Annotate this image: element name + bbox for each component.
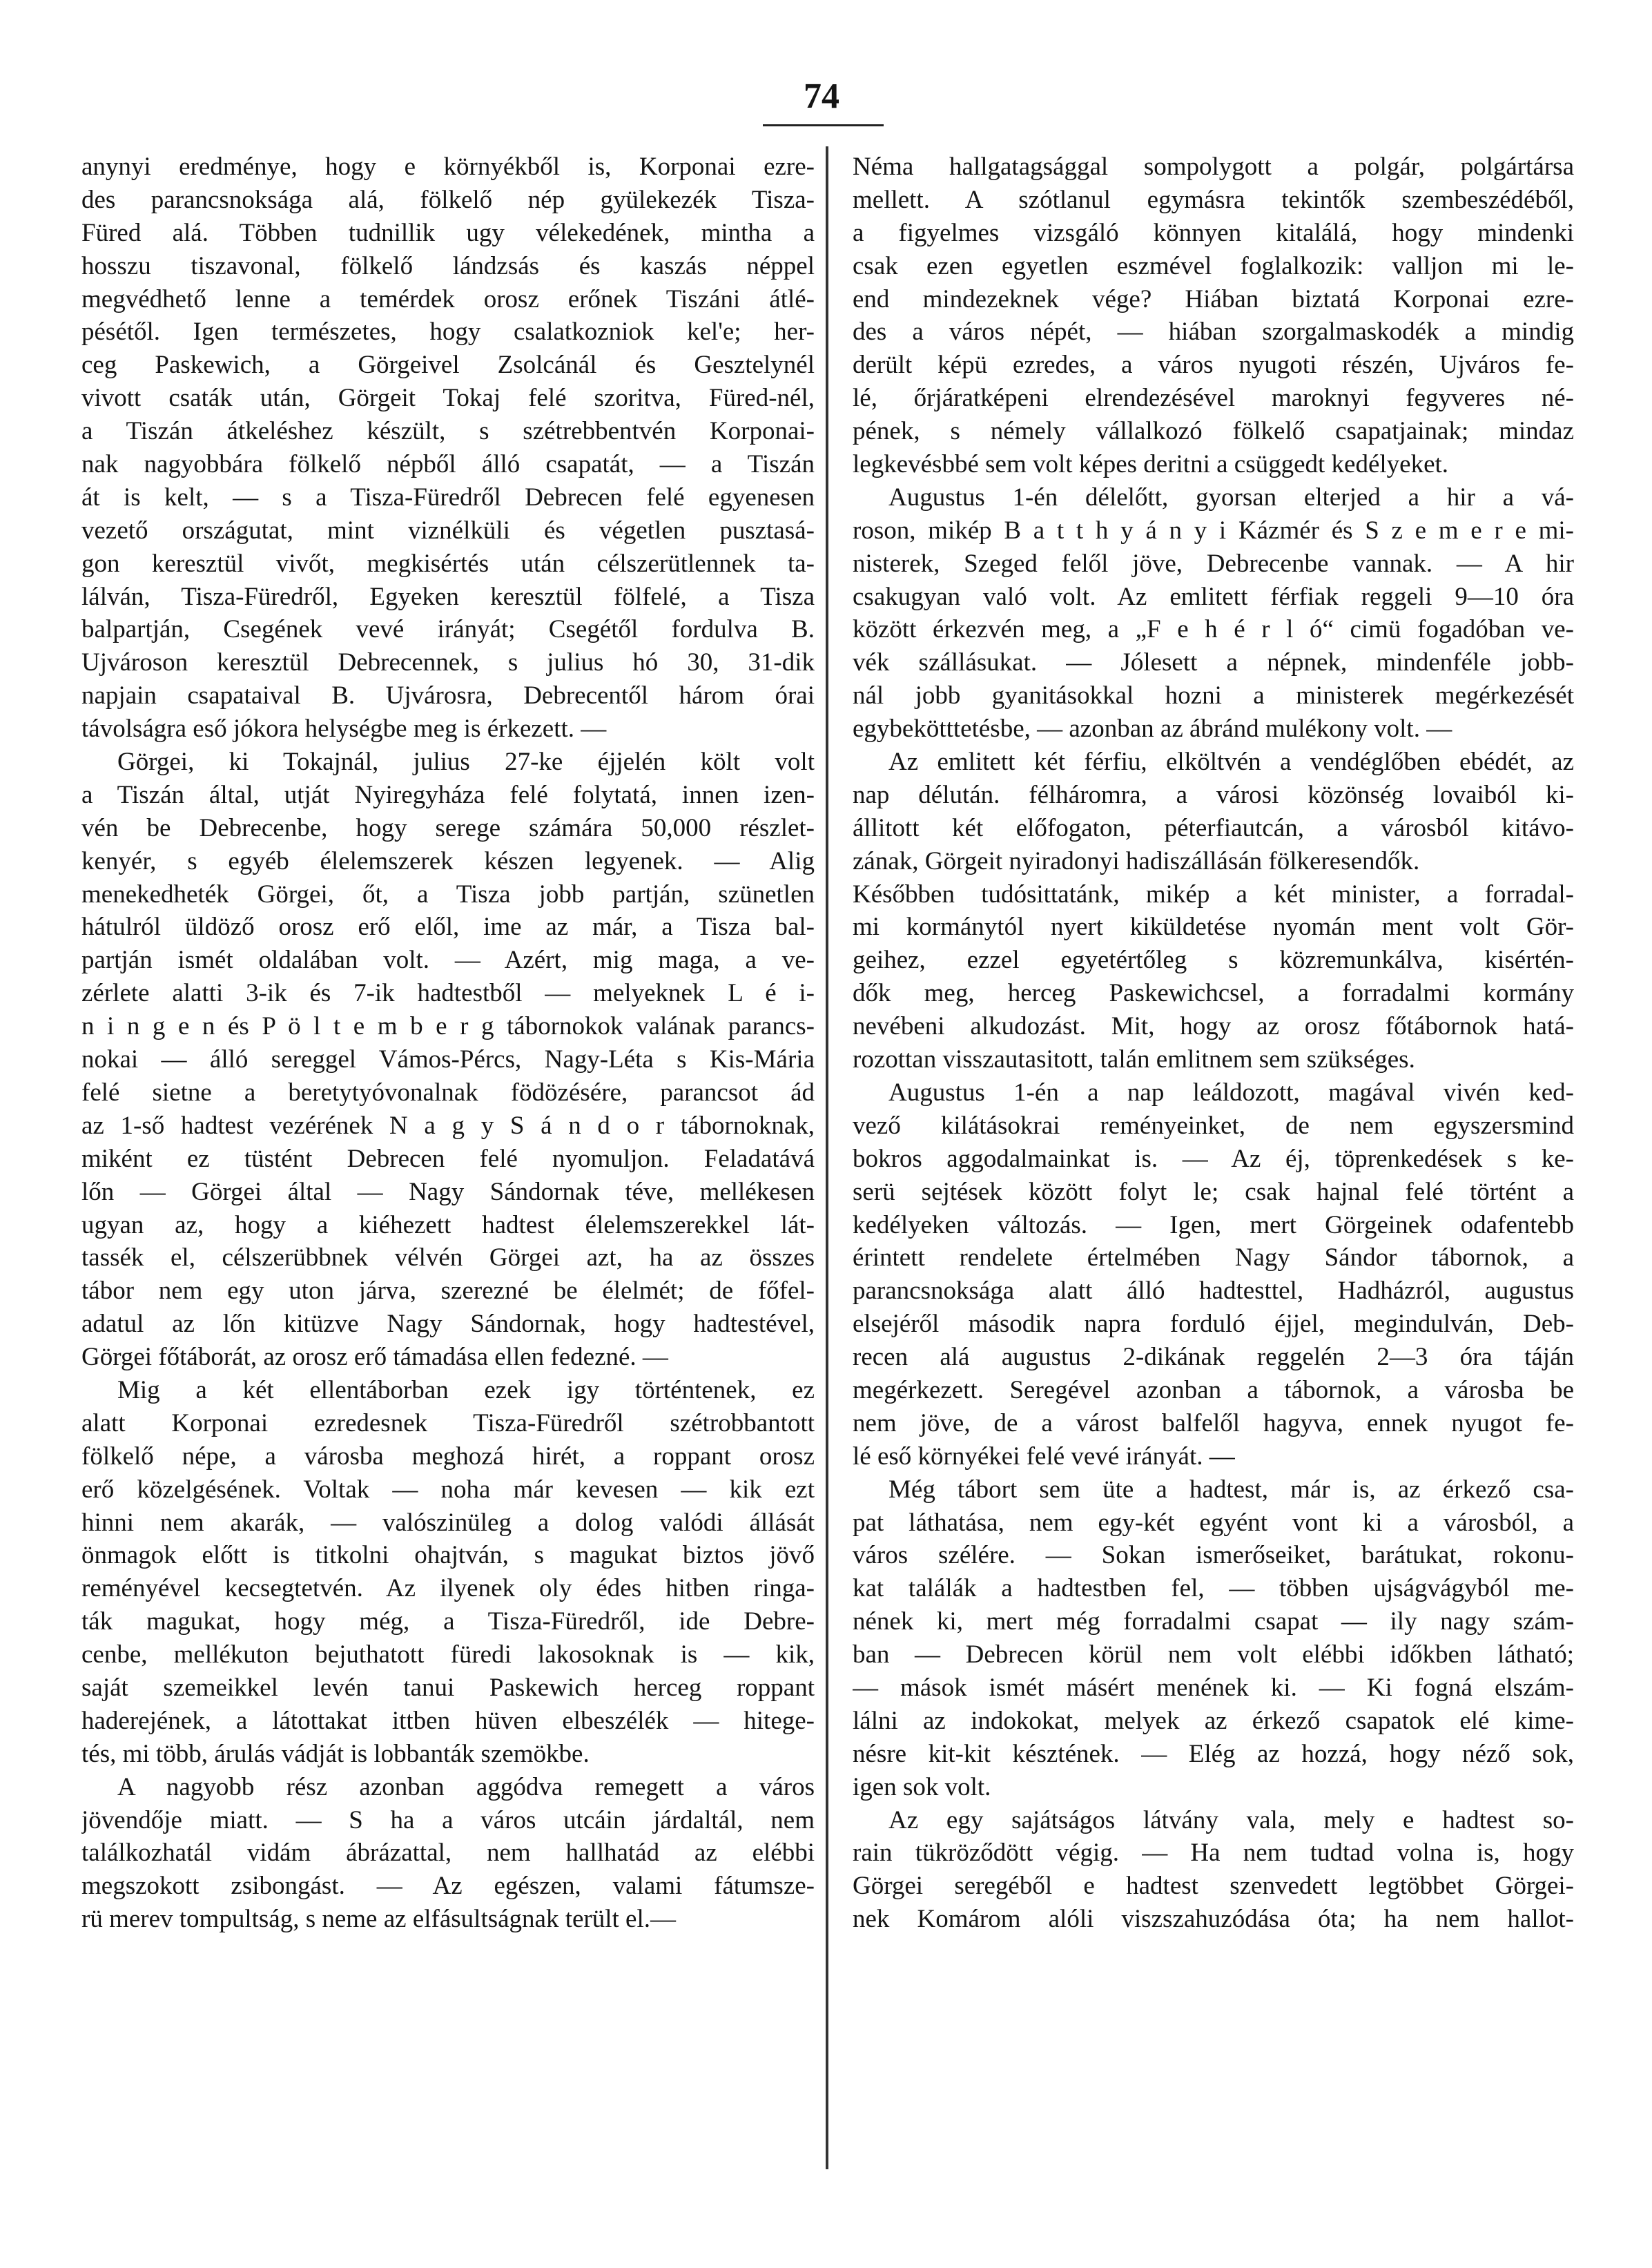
text-line: mi kormánytól nyert kiküldetése nyomán ment volt Gör- <box>853 913 1574 942</box>
text-line: tassék el, célszerübbnek vélvén Görgei azt, ha az összes <box>81 1243 815 1272</box>
text-line: megvédhető lenne a temérdek orosz erőnek Tiszáni átlé- <box>81 284 815 313</box>
text-line: napjain csapataival B. Ujvárosra, Debrecentől három órai <box>81 681 815 710</box>
text-line: serü sejtések között folyt le; csak hajnal felé történt a <box>853 1177 1574 1206</box>
text-line: saját szemeikkel levén tanui Paskewich herceg roppant <box>81 1673 815 1702</box>
text-line: Néma hallgatagsággal sompolygott a polgár, polgártársa <box>853 153 1574 181</box>
text-line: nevébeni alkudozást. Mit, hogy az orosz főtábornok hatá- <box>853 1012 1574 1041</box>
text-line: csakugyan való volt. Az emlitett férfiak reggeli 9—10 óra <box>853 582 1574 611</box>
text-line: a Tiszán által, utját Nyiregyháza felé folytatá, innen izen- <box>81 780 815 809</box>
text-line: hosszu tiszavonal, fölkelő lándzsás és kaszás néppel <box>81 251 815 280</box>
text-line: hátulról üldöző orosz erő elől, ime az már, a Tisza bal- <box>81 913 815 942</box>
text-line: megszokott zsibongást. — Az egészen, valami fátumsze- <box>81 1872 815 1901</box>
text-line: Görgei, ki Tokajnál, julius 27-ke éjjelén költ volt <box>117 748 815 777</box>
text-line: önmagok előtt is titkolni ohajtván, s magukat biztos jövő <box>81 1541 815 1570</box>
text-line: Későbben tudósittatánk, mikép a két minister, a forradal- <box>853 880 1574 909</box>
text-line: mellett. A szótlanul egymásra tekintők szembeszédéből, <box>853 185 1574 214</box>
text-line: des a város népét, — hiában szorgalmaskodék a mindig <box>853 318 1574 347</box>
text-line: nak nagyobbára fölkelő népből álló csapatát, — a Tiszán <box>81 450 815 479</box>
text-line: jövendője miatt. — S ha a város utcáin járdaltál, nem <box>81 1805 815 1834</box>
text-line: a Tiszán átkeléshez készült, s szétrebbentvén Korponai- <box>81 417 815 446</box>
text-line: des parancsnoksága alá, fölkelő nép gyülekezék Tisza- <box>81 185 815 214</box>
text-line: érintett rendelete értelmében Nagy Sándor tábornok, a <box>853 1243 1574 1272</box>
text-line: zának, Görgeit nyiradonyi hadiszállásán fölkeresendők. <box>853 846 1420 875</box>
text-line: adatul az lőn kitüzve Nagy Sándornak, hogy hadtestével, <box>81 1310 815 1339</box>
text-line: lálni az indokokat, melyek az érkező csapatok elé kime- <box>853 1706 1574 1735</box>
text-line: lé, őrjáratképeni elrendezésével maroknyi fegyveres né- <box>853 384 1574 413</box>
text-line: Görgei seregéből e hadtest szenvedett legtöbbet Görgei- <box>853 1872 1574 1901</box>
text-line: tés, mi több, árulás vádját is lobbanták szemökbe. <box>81 1739 590 1768</box>
text-line: a figyelmes vizsgáló könnyen kitalálá, hogy mindenki <box>853 218 1574 247</box>
text-line: között érkezvén meg, a „F e h é r l ó“ cimü fogadóban ve- <box>853 615 1574 644</box>
text-line: megérkezett. Seregével azonban a tábornok, a városba be <box>853 1375 1574 1404</box>
text-line: nésre kit-kit késztének. — Elég az hozzá, hogy néző sok, <box>853 1739 1574 1768</box>
text-line: vezető országutat, mint viznélküli és végetlen pusztasá- <box>81 516 815 545</box>
text-line: reményével kecsegtetvén. Az ilyenek oly édes hitben ringa- <box>81 1574 815 1603</box>
text-line: állitott két előfogaton, péterfiautcán, a városból kitávo- <box>853 813 1574 842</box>
text-line: tábor nem egy uton járva, szerezné be élelmét; de főfel- <box>81 1277 815 1306</box>
text-line: miként ez tüstént Debrecen felé nyomuljon. Feladatává <box>81 1144 815 1173</box>
text-line: A nagyobb rész azonban aggódva remegett a város <box>117 1772 815 1801</box>
text-line: legkevésbbé sem volt képes deritni a csüggedt kedélyeket. <box>853 450 1449 479</box>
text-line: ugyan az, hogy a kiéhezett hadtest élelemszerekkel lát- <box>81 1210 815 1239</box>
text-line: város szélére. — Sokan ismerőseiket, barátukat, rokonu- <box>853 1541 1574 1570</box>
text-line: roson, mikép B a t t h y á n y i Kázmér és S z e m e r e mi- <box>853 516 1574 545</box>
text-line: end mindezeknek vége? Hiában biztatá Korponai ezre- <box>853 284 1574 313</box>
text-line: Az emlitett két férfiu, elköltvén a vendéglőben ebédét, az <box>888 748 1574 777</box>
text-line: lé eső környékei felé vevé irányát. — <box>853 1442 1235 1471</box>
text-line: rozottan visszautasitott, talán emlitnem sem szükséges. <box>853 1045 1415 1074</box>
text-line: geihez, ezzel egyetértőleg s közremunkálva, kisértén- <box>853 946 1574 975</box>
page-number: 74 <box>804 77 839 116</box>
text-line: rain tükröződött végig. — Ha nem tudtad volna is, hogy <box>853 1839 1574 1868</box>
text-line: lálván, Tisza-Füredről, Egyeken keresztül fölfelé, a Tisza <box>81 582 815 611</box>
left-text-column <box>81 151 815 1936</box>
text-line: anynyi eredménye, hogy e környékből is, Korponai ezre- <box>81 153 815 181</box>
text-line: nál jobb gyanitásokkal hozni a ministerek megérkezését <box>853 681 1574 710</box>
text-line: zérlete alatti 3-ik és 7-ik hadtestből — melyeknek L é i- <box>81 979 815 1008</box>
text-line: Görgei főtáborát, az orosz erő támadása ellen fedezné. — <box>81 1343 668 1372</box>
text-line: át is kelt, — s a Tisza-Füredről Debrecen felé egyenesen <box>81 483 815 512</box>
text-line: Az egy sajátságos látvány vala, mely e hadtest so- <box>888 1805 1574 1834</box>
text-line: pésétől. Igen természetes, hogy csalatkozniok kel'e; her- <box>81 318 815 347</box>
text-line: derült képü ezredes, a város nyugoti részén, Ujváros fe- <box>853 351 1574 380</box>
text-line: lőn — Görgei által — Nagy Sándornak téve, mellékesen <box>81 1177 815 1206</box>
text-line: vék szállásukat. — Jólesett a népnek, mindenféle jobb- <box>853 648 1574 677</box>
right-text-column <box>853 151 1574 1936</box>
text-line: Mig a két ellentáborban ezek igy történtenek, ez <box>117 1375 815 1404</box>
text-line: nokai — álló sereggel Vámos-Pércs, Nagy-Léta s Kis-Mária <box>81 1045 815 1074</box>
column-divider <box>826 146 828 2169</box>
text-line: pat láthatása, nem egy-két egyént vont ki a városból, a <box>853 1508 1574 1537</box>
text-line: vivott csaták után, Görgeit Tokaj felé szoritva, Füred-nél, <box>81 384 815 413</box>
text-line: alatt Korponai ezredesnek Tisza-Füredről szétrobbantott <box>81 1408 815 1437</box>
text-line: balpartján, Csegének vevé irányát; Csegétől fordulva B. <box>81 615 815 644</box>
text-line: Augustus 1-én a nap leáldozott, magával vivén ked- <box>888 1078 1574 1107</box>
text-line: csak ezen egyetlen eszmével foglalkozik: valljon mi le- <box>853 251 1574 280</box>
text-line: ták magukat, hogy még, a Tisza-Füredről, ide Debre- <box>81 1607 815 1636</box>
text-line: vező kilátásokrai reményeinket, de nem egyszersmind <box>853 1111 1574 1140</box>
text-line: az 1-ső hadtest vezérének N a g y S á n d o r tábornoknak, <box>81 1111 815 1140</box>
text-line: nisterek, Szeged felől jöve, Debrecenbe vannak. — A hir <box>853 549 1574 578</box>
text-line: ban — Debrecen körül nem volt elébbi időkben látható; <box>853 1640 1574 1669</box>
text-line: nek Komárom alóli viszszahuzódása óta; ha nem hallot- <box>853 1905 1574 1934</box>
text-line: kedélyeken változás. — Igen, mert Görgeinek odafentebb <box>853 1210 1574 1239</box>
text-line: bokros aggodalmainkat is. — Az éj, töprenkedések s ke- <box>853 1144 1574 1173</box>
text-line: partján ismét oldalában volt. — Azért, mig maga, a ve- <box>81 946 815 975</box>
text-line: elsejéről második napra forduló éjjel, megindulván, Deb- <box>853 1310 1574 1339</box>
text-line: vén be Debrecenbe, hogy serege számára 50,000 részlet- <box>81 813 815 842</box>
text-line: dők meg, herceg Paskewichcsel, a forradalmi kormány <box>853 979 1574 1008</box>
text-line: kenyér, s egyéb élelemszerek készen legyenek. — Alig <box>81 846 815 875</box>
text-line: pének, s némely vállalkozó fölkelő csapatjainak; mindaz <box>853 417 1574 446</box>
text-line: Ujvároson keresztül Debrecennek, s julius hó 30, 31-dik <box>81 648 815 677</box>
text-line: rü merev tompultság, s neme az elfásultságnak terült el.— <box>81 1905 677 1934</box>
text-line: recen alá augustus 2-dikának reggelén 2—3 óra táján <box>853 1343 1574 1372</box>
text-line: kat találák a hadtestben fel, — többen ujságvágyból me- <box>853 1574 1574 1603</box>
text-line: ceg Paskewich, a Görgeivel Zsolcánál és Gesztelynél <box>81 351 815 380</box>
text-line: egybekötttetésbe, — azonban az ábránd mulékony volt. — <box>853 715 1452 744</box>
text-line: haderejének, a látottakat ittben hüven elbeszélék — hitege- <box>81 1706 815 1735</box>
text-line: parancsnoksága alatt álló hadtesttel, Hadházról, augustus <box>853 1277 1574 1306</box>
text-line: — mások ismét másért menének ki. — Ki fogná elszám- <box>853 1673 1574 1702</box>
text-line: felé sietne a beretytyóvonalnak födözésére, parancsot ád <box>81 1078 815 1107</box>
text-line: nem jöve, de a várost balfelől hagyva, ennek nyugot fe- <box>853 1408 1574 1437</box>
text-line: távolságra eső jókora helységbe meg is érkezett. — <box>81 715 607 744</box>
text-line: fölkelő népe, a városba meghozá hirét, a roppant orosz <box>81 1442 815 1471</box>
text-line: cenbe, mellékuton bejuthatott füredi lakosoknak is — kik, <box>81 1640 815 1669</box>
text-line: Augustus 1-én délelőtt, gyorsan elterjed a hir a vá- <box>888 483 1574 512</box>
text-line: Még tábort sem üte a hadtest, már is, az érkező csa- <box>888 1475 1574 1504</box>
text-line: találkozhatál vidám ábrázattal, nem hallhatád az elébbi <box>81 1839 815 1868</box>
text-line: menekedheték Görgei, őt, a Tisza jobb partján, szünetlen <box>81 880 815 909</box>
text-line: gon keresztül vivőt, megkisértés után célszerütlennek ta- <box>81 549 815 578</box>
page-number-rule <box>763 124 884 126</box>
text-line: nének ki, mert még forradalmi csapat — ily nagy szám- <box>853 1607 1574 1636</box>
text-line: nap délután. félháromra, a városi közönség lovaiból ki- <box>853 780 1574 809</box>
text-line: hinni nem akarák, — valószinüleg a dolog valódi állását <box>81 1508 815 1537</box>
text-line: igen sok volt. <box>853 1772 991 1801</box>
text-line: Füred alá. Többen tudnillik ugy vélekedének, mintha a <box>81 218 815 247</box>
text-line: n i n g e n és P ö l t e m b e r g tábornokok valának parancs- <box>81 1012 815 1041</box>
text-line: erő közelgésének. Voltak — noha már kevesen — kik ezt <box>81 1475 815 1504</box>
